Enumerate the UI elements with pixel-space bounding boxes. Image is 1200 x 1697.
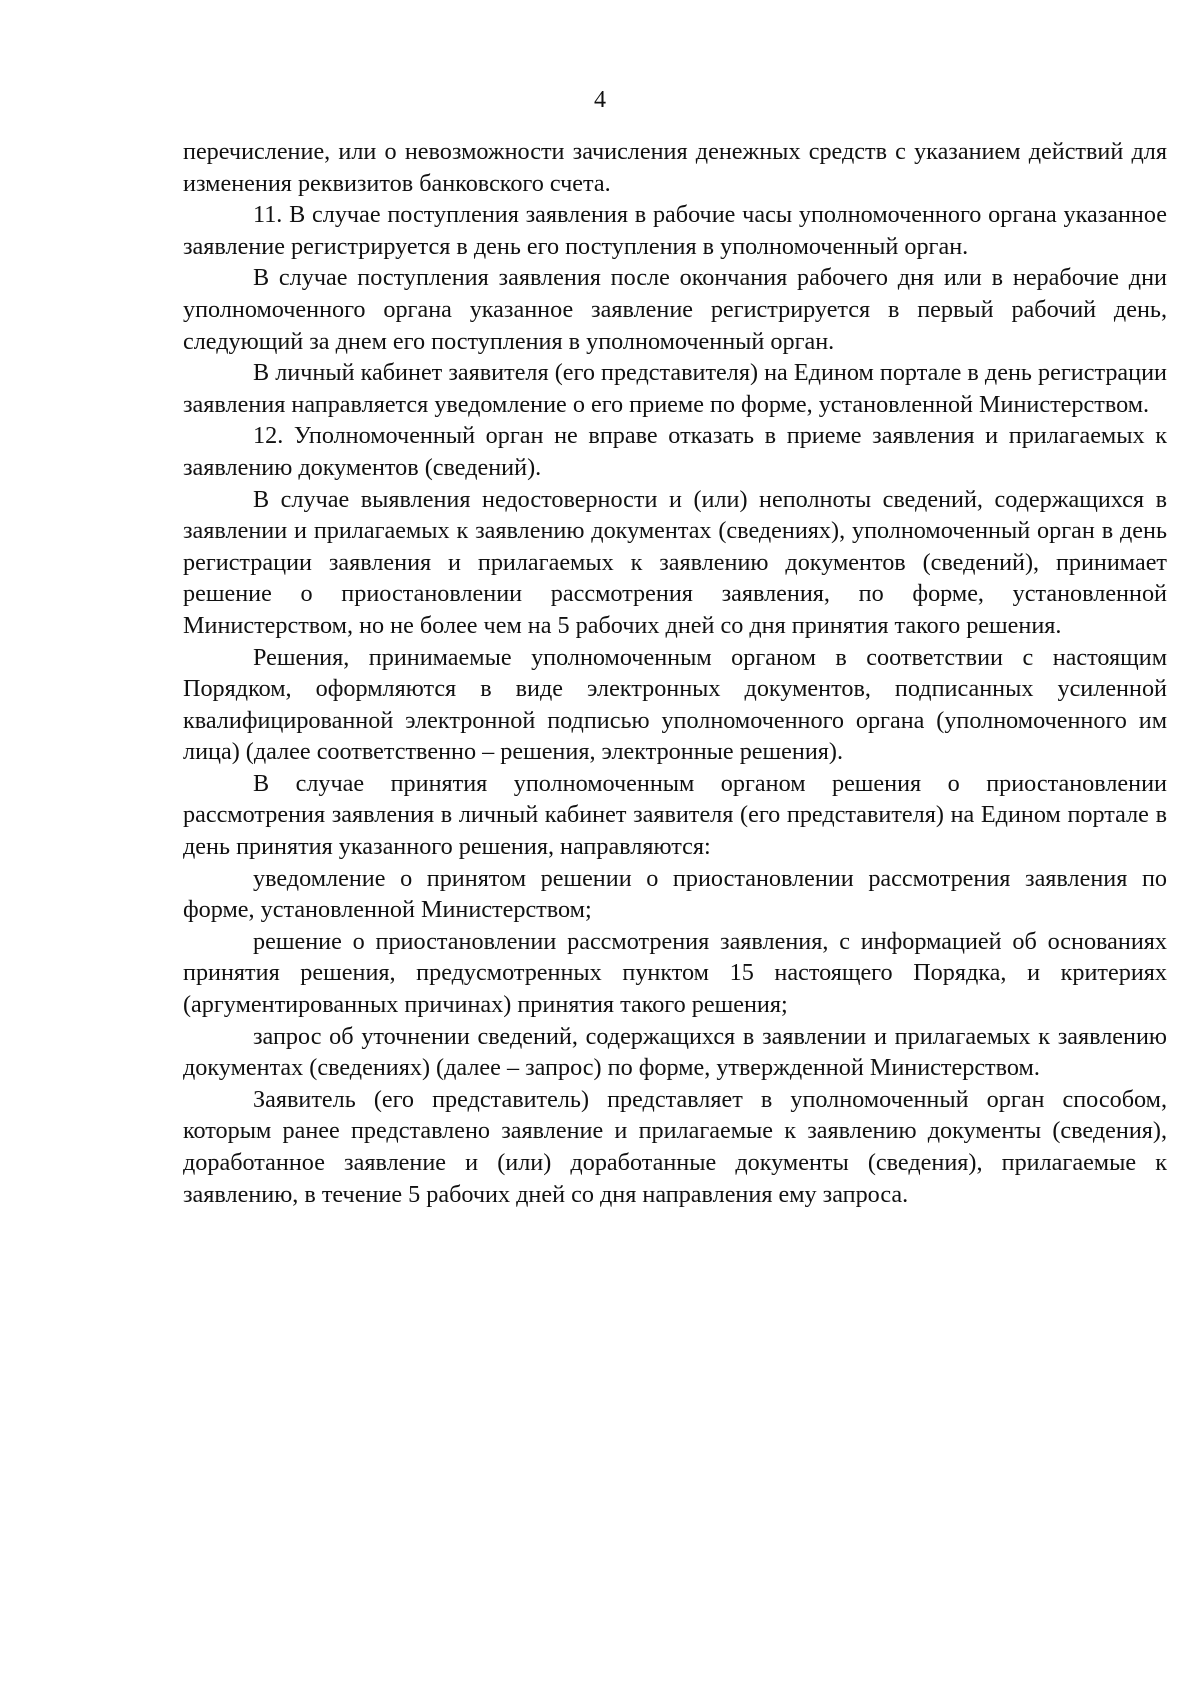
paragraph-list-item-request: запрос об уточнении сведений, содержащихся в заявлении и прилагаемых к заявлению документах (сведениях) (далее – запрос) по форме, утвержденной Министерством. [183, 1022, 1167, 1082]
paragraph-clause-12: 12. Уполномоченный орган не вправе отказать в приеме заявления и прилагаемых к заявлению документов (сведений). [183, 422, 1167, 481]
paragraph-clause-11: 11. В случае поступления заявления в рабочие часы уполномоченного органа указанное заявление регистрируется в день его поступления в уполномоченный орган. [183, 201, 1167, 260]
paragraph-list-item-notice: уведомление о принятом решении о приостановлении рассмотрения заявления по форме, установленной Министерством; [183, 864, 1167, 924]
paragraph-continuation: перечисление, или о невозможности зачисления денежных средств с указанием действий для изменения реквизитов банковского счета. [183, 138, 1167, 197]
document-body [183, 136, 1167, 1210]
paragraph-suspension-decision: В случае выявления недостоверности и (или) неполноты сведений, содержащихся в заявлении и прилагаемых к заявлению документах (сведениях), уполномоченный орган в день регистрации заявления и прилагаемых к заявлению документов (сведений), принимает решение о приостановлении рассмотрения заявления, по форме, установленной Министерством, но не более чем на 5 рабочих дней со дня принятия такого решения. [183, 485, 1167, 639]
paragraph-electronic-decisions: Решения, принимаемые уполномоченным органом в соответствии с настоящим Порядком, оформляются в виде электронных документов, подписанных усиленной квалифицированной электронной подписью уполномоченного органа (уполномоченного им лица) (далее соответственно – решения, электронные решения). [183, 643, 1167, 766]
paragraph-list-item-decision: решение о приостановлении рассмотрения заявления, с информацией об основаниях принятия решения, предусмотренных пунктом 15 настоящего Порядка, и критериях (аргументированных причинах) принятия такого решения; [183, 927, 1167, 1019]
paragraph-personal-account-notice: В личный кабинет заявителя (его представителя) на Едином портале в день регистрации заявления направляется уведомление о его приеме по форме, установленной Министерством. [183, 359, 1167, 418]
paragraph-after-hours-registration: В случае поступления заявления после окончания рабочего дня или в нерабочие дни уполномоченного органа указанное заявление регистрируется в первый рабочий день, следующий за днем его поступления в уполномоченный орган. [183, 264, 1167, 355]
page-number: 4 [594, 87, 606, 113]
paragraph-suspension-notification: В случае принятия уполномоченным органом решения о приостановлении рассмотрения заявления в личный кабинет заявителя (его представителя) на Едином портале в день принятия указанного решения, направляются: [183, 769, 1167, 861]
paragraph-applicant-resubmission: Заявитель (его представитель) представляет в уполномоченный орган способом, которым ранее представлено заявление и прилагаемые к заявлению документы (сведения), доработанное заявление и (или) доработанные документы (сведения), прилагаемые к заявлению, в течение 5 рабочих дней со дня направления ему запроса. [183, 1085, 1167, 1208]
